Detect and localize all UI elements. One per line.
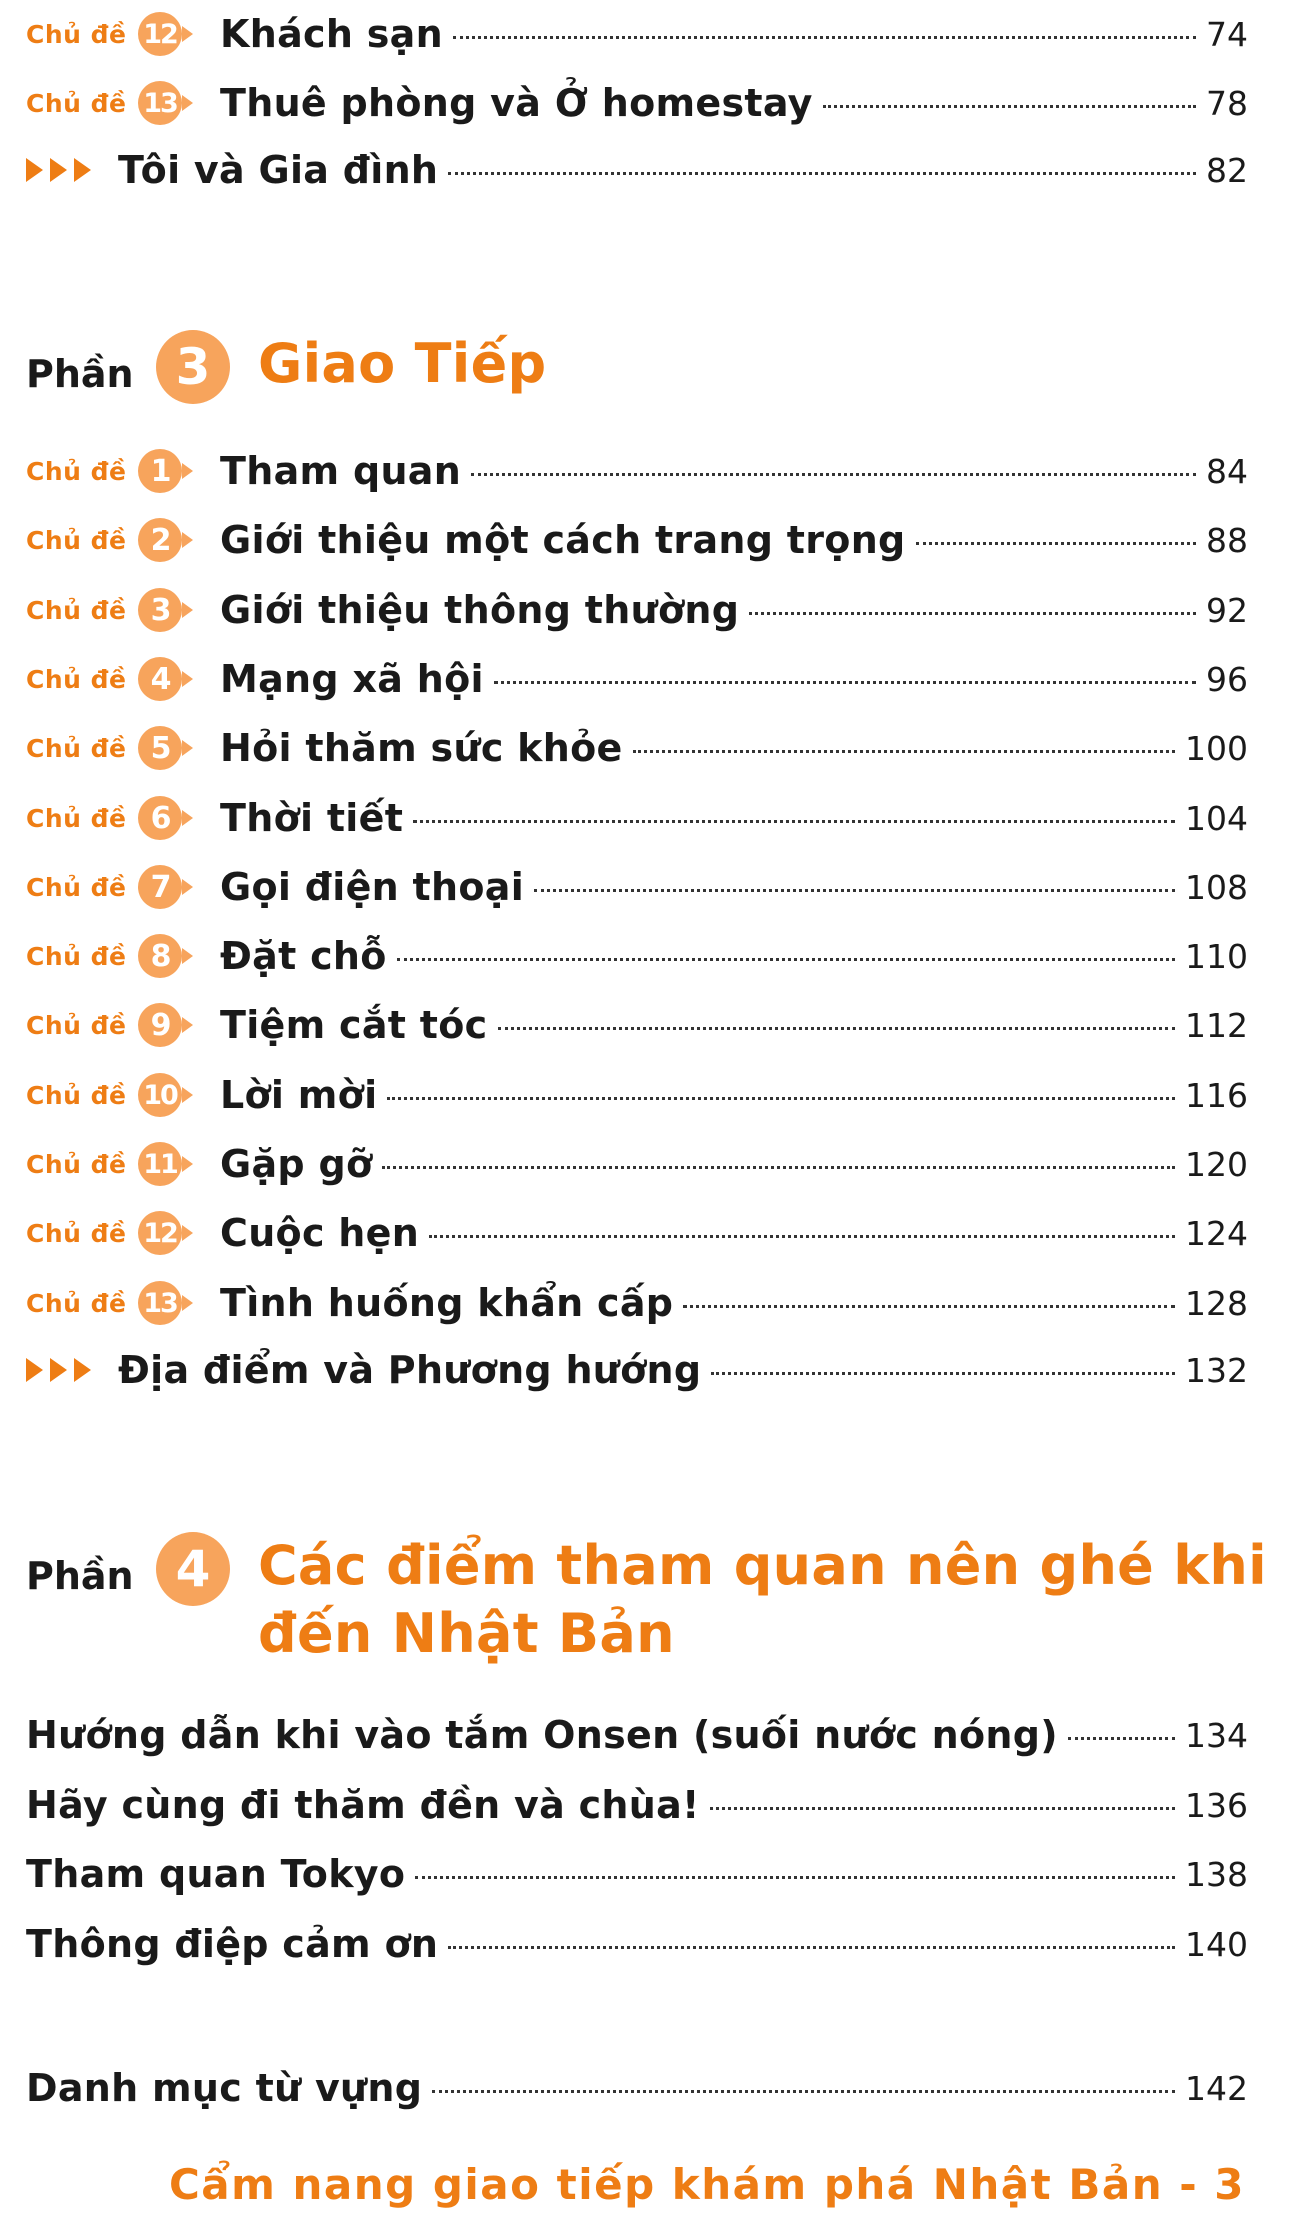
page-number: 136 (1185, 1785, 1248, 1825)
dot-leader (494, 681, 1196, 684)
chu-de-label: Chủ đề (26, 803, 127, 833)
dot-leader (711, 1372, 1175, 1375)
chu-de-label: Chủ đề (26, 595, 127, 625)
topic-number: 3 (138, 588, 182, 632)
page-footer: Cẩm nang giao tiếp khám phá Nhật Bản - 3 (168, 2160, 1245, 2209)
dot-leader (534, 889, 1175, 892)
topic-number-badge (138, 865, 192, 909)
badge-arrow-icon (182, 1017, 193, 1033)
toc-entry[interactable] (26, 582, 1248, 638)
badge-arrow-icon (182, 810, 193, 826)
topic-number-badge (138, 657, 192, 701)
entry-title: Giới thiệu một cách trang trọng (220, 518, 906, 562)
topic-number-badge (138, 12, 192, 56)
chu-de-label: Chủ đề (26, 456, 127, 486)
toc-extra-entry[interactable] (26, 142, 1248, 198)
dot-leader (397, 958, 1175, 961)
entry-title: Khách sạn (220, 12, 443, 56)
entry-title: Cuộc hẹn (220, 1211, 420, 1255)
toc-entry[interactable] (26, 1707, 1248, 1763)
dot-leader (498, 1027, 1175, 1030)
badge-arrow-icon (182, 1156, 193, 1172)
topic-number-badge (138, 449, 192, 493)
phan-label: Phần (26, 1554, 134, 1598)
topic-number-badge (138, 1142, 192, 1186)
toc-entry[interactable] (26, 1777, 1248, 1833)
topic-number: 11 (138, 1142, 182, 1186)
topic-number-badge (138, 1003, 192, 1047)
page-number: 120 (1185, 1144, 1248, 1184)
page-number: 116 (1185, 1075, 1248, 1115)
topic-number: 4 (138, 657, 182, 701)
page-number: 108 (1185, 867, 1248, 907)
section-number: 4 (156, 1532, 230, 1606)
toc-entry[interactable] (26, 1136, 1248, 1192)
badge-arrow-icon (182, 948, 193, 964)
section-title-line2: đến Nhật Bản (258, 1602, 675, 1665)
chu-de-label: Chủ đề (26, 88, 127, 118)
toc-entry[interactable] (26, 928, 1248, 984)
entry-title: Thời tiết (220, 796, 404, 840)
entry-label (26, 148, 438, 192)
entry-title: Tình huống khẩn cấp (220, 1281, 674, 1325)
entry-title: Tham quan (220, 449, 462, 493)
page-number: 104 (1185, 798, 1248, 838)
topic-number-badge (138, 934, 192, 978)
entry-title: Thông điệp cảm ơn (26, 1922, 439, 1966)
entry-label (26, 726, 623, 770)
toc-extra-entry[interactable] (26, 1342, 1248, 1398)
topic-number-badge (138, 81, 192, 125)
entry-title: Địa điểm và Phương hướng (118, 1348, 702, 1392)
toc-entry[interactable] (26, 790, 1248, 846)
entry-label (26, 12, 443, 56)
topic-number: 12 (138, 1211, 182, 1255)
page-number: 132 (1185, 1350, 1248, 1390)
entry-label (26, 657, 484, 701)
section-title (258, 1532, 1267, 1668)
dot-leader (633, 750, 1175, 753)
dot-leader (1068, 1737, 1175, 1740)
toc-entry[interactable] (26, 1205, 1248, 1261)
triple-arrow-icon (26, 158, 98, 182)
entry-title: Thuê phòng và Ở homestay (220, 81, 813, 125)
page-number: 74 (1206, 14, 1248, 54)
dot-leader (382, 1166, 1175, 1169)
dot-leader (448, 1946, 1175, 1949)
section-title: Giao Tiếp (258, 332, 547, 395)
entry-title: Giới thiệu thông thường (220, 588, 740, 632)
dot-leader (448, 172, 1196, 175)
badge-arrow-icon (182, 1225, 193, 1241)
entry-label (26, 934, 387, 978)
topic-number: 13 (138, 1281, 182, 1325)
section-heading-3 (26, 330, 547, 404)
badge-arrow-icon (182, 602, 193, 618)
entry-title: Danh mục từ vựng (26, 2066, 423, 2110)
entry-title: Lời mời (220, 1073, 378, 1117)
topic-number-badge (138, 1281, 192, 1325)
dot-leader (453, 36, 1196, 39)
page-number: 100 (1185, 728, 1248, 768)
entry-title: Gọi điện thoại (220, 865, 525, 909)
entry-label (26, 1713, 1058, 1757)
topic-number: 1 (138, 449, 182, 493)
topic-number-badge (138, 518, 192, 562)
chu-de-label: Chủ đề (26, 1218, 127, 1248)
topic-number-badge (138, 726, 192, 770)
dot-leader (471, 473, 1196, 476)
toc-entry[interactable] (26, 1916, 1248, 1972)
page-number: 78 (1206, 83, 1248, 123)
topic-number: 8 (138, 934, 182, 978)
topic-number-badge (138, 588, 192, 632)
topic-number: 13 (138, 81, 182, 125)
dot-leader (387, 1097, 1175, 1100)
entry-label (26, 1783, 700, 1827)
topic-number-badge (138, 1073, 192, 1117)
entry-title: Mạng xã hội (220, 657, 484, 701)
topic-number-badge (138, 796, 192, 840)
topic-number: 2 (138, 518, 182, 562)
toc-entry[interactable] (26, 720, 1248, 776)
page-number: 82 (1206, 150, 1248, 190)
chu-de-label: Chủ đề (26, 1080, 127, 1110)
entry-title: Hướng dẫn khi vào tắm Onsen (suối nước nóng) (26, 1713, 1058, 1757)
dot-leader (432, 2090, 1175, 2093)
topic-number: 7 (138, 865, 182, 909)
badge-arrow-icon (182, 1087, 193, 1103)
chu-de-label: Chủ đề (26, 19, 127, 49)
entry-label (26, 1073, 377, 1117)
badge-arrow-icon (182, 532, 193, 548)
page-number: 124 (1185, 1213, 1248, 1253)
page-number: 138 (1185, 1854, 1248, 1894)
toc-vocab-entry[interactable] (26, 2060, 1248, 2116)
toc-entry[interactable] (26, 1275, 1248, 1331)
entry-title: Tiệm cắt tóc (220, 1003, 488, 1047)
section-title-line1: Các điểm tham quan nên ghé khi (258, 1534, 1267, 1597)
toc-entry[interactable] (26, 512, 1248, 568)
entry-title: Hãy cùng đi thăm đền và chùa! (26, 1783, 700, 1827)
topic-number: 5 (138, 726, 182, 770)
chu-de-label: Chủ đề (26, 1149, 127, 1179)
badge-arrow-icon (182, 95, 193, 111)
toc-entry[interactable] (26, 651, 1248, 707)
dot-leader (415, 1876, 1175, 1879)
page-number: 112 (1185, 1005, 1248, 1045)
dot-leader (683, 1305, 1175, 1308)
entry-label (26, 796, 403, 840)
entry-title: Đặt chỗ (220, 934, 387, 978)
section-heading-4 (26, 1532, 1267, 1668)
entry-title: Tôi và Gia đình (118, 148, 439, 192)
badge-arrow-icon (182, 1295, 193, 1311)
entry-label (26, 1348, 701, 1392)
badge-arrow-icon (182, 740, 193, 756)
entry-label (26, 865, 524, 909)
chu-de-label: Chủ đề (26, 941, 127, 971)
topic-number: 10 (138, 1073, 182, 1117)
toc-entry[interactable] (26, 1067, 1248, 1123)
toc-entry[interactable] (26, 6, 1248, 62)
dot-leader (823, 105, 1196, 108)
topic-number: 9 (138, 1003, 182, 1047)
toc-entry[interactable] (26, 1846, 1248, 1902)
dot-leader (429, 1235, 1175, 1238)
entry-title: Gặp gỡ (220, 1142, 373, 1186)
entry-label (26, 1003, 488, 1047)
section-number: 3 (156, 330, 230, 404)
chu-de-label: Chủ đề (26, 1288, 127, 1318)
badge-arrow-icon (182, 671, 193, 687)
entry-title: Tham quan Tokyo (26, 1852, 406, 1896)
chu-de-label: Chủ đề (26, 733, 127, 763)
topic-number-badge (138, 1211, 192, 1255)
badge-arrow-icon (182, 463, 193, 479)
entry-label (26, 1281, 673, 1325)
page-number: 140 (1185, 1924, 1248, 1964)
page-number: 92 (1206, 590, 1248, 630)
entry-label (26, 1852, 405, 1896)
entry-label (26, 1922, 438, 1966)
chu-de-label: Chủ đề (26, 1010, 127, 1040)
dot-leader (749, 612, 1196, 615)
triple-arrow-icon (26, 1358, 98, 1382)
chu-de-label: Chủ đề (26, 872, 127, 902)
entry-title: Hỏi thăm sức khỏe (220, 726, 623, 770)
entry-label (26, 449, 461, 493)
dot-leader (413, 820, 1175, 823)
entry-label (26, 1211, 419, 1255)
page-number: 142 (1185, 2068, 1248, 2108)
page-number: 96 (1206, 659, 1248, 699)
entry-label (26, 518, 906, 562)
chu-de-label: Chủ đề (26, 664, 127, 694)
page-number: 88 (1206, 520, 1248, 560)
toc-entry[interactable] (26, 443, 1248, 499)
page-number: 128 (1185, 1283, 1248, 1323)
badge-arrow-icon (182, 879, 193, 895)
toc-entry[interactable] (26, 997, 1248, 1053)
chu-de-label: Chủ đề (26, 525, 127, 555)
toc-entry[interactable] (26, 859, 1248, 915)
topic-number: 12 (138, 12, 182, 56)
toc-entry[interactable] (26, 75, 1248, 131)
page-number: 110 (1185, 936, 1248, 976)
phan-label: Phần (26, 352, 134, 396)
dot-leader (710, 1807, 1175, 1810)
page-number: 134 (1185, 1715, 1248, 1755)
entry-label (26, 81, 813, 125)
badge-arrow-icon (182, 26, 193, 42)
entry-label (26, 2066, 422, 2110)
dot-leader (916, 542, 1196, 545)
entry-label (26, 1142, 372, 1186)
entry-label (26, 588, 739, 632)
page-number: 84 (1206, 451, 1248, 491)
topic-number: 6 (138, 796, 182, 840)
